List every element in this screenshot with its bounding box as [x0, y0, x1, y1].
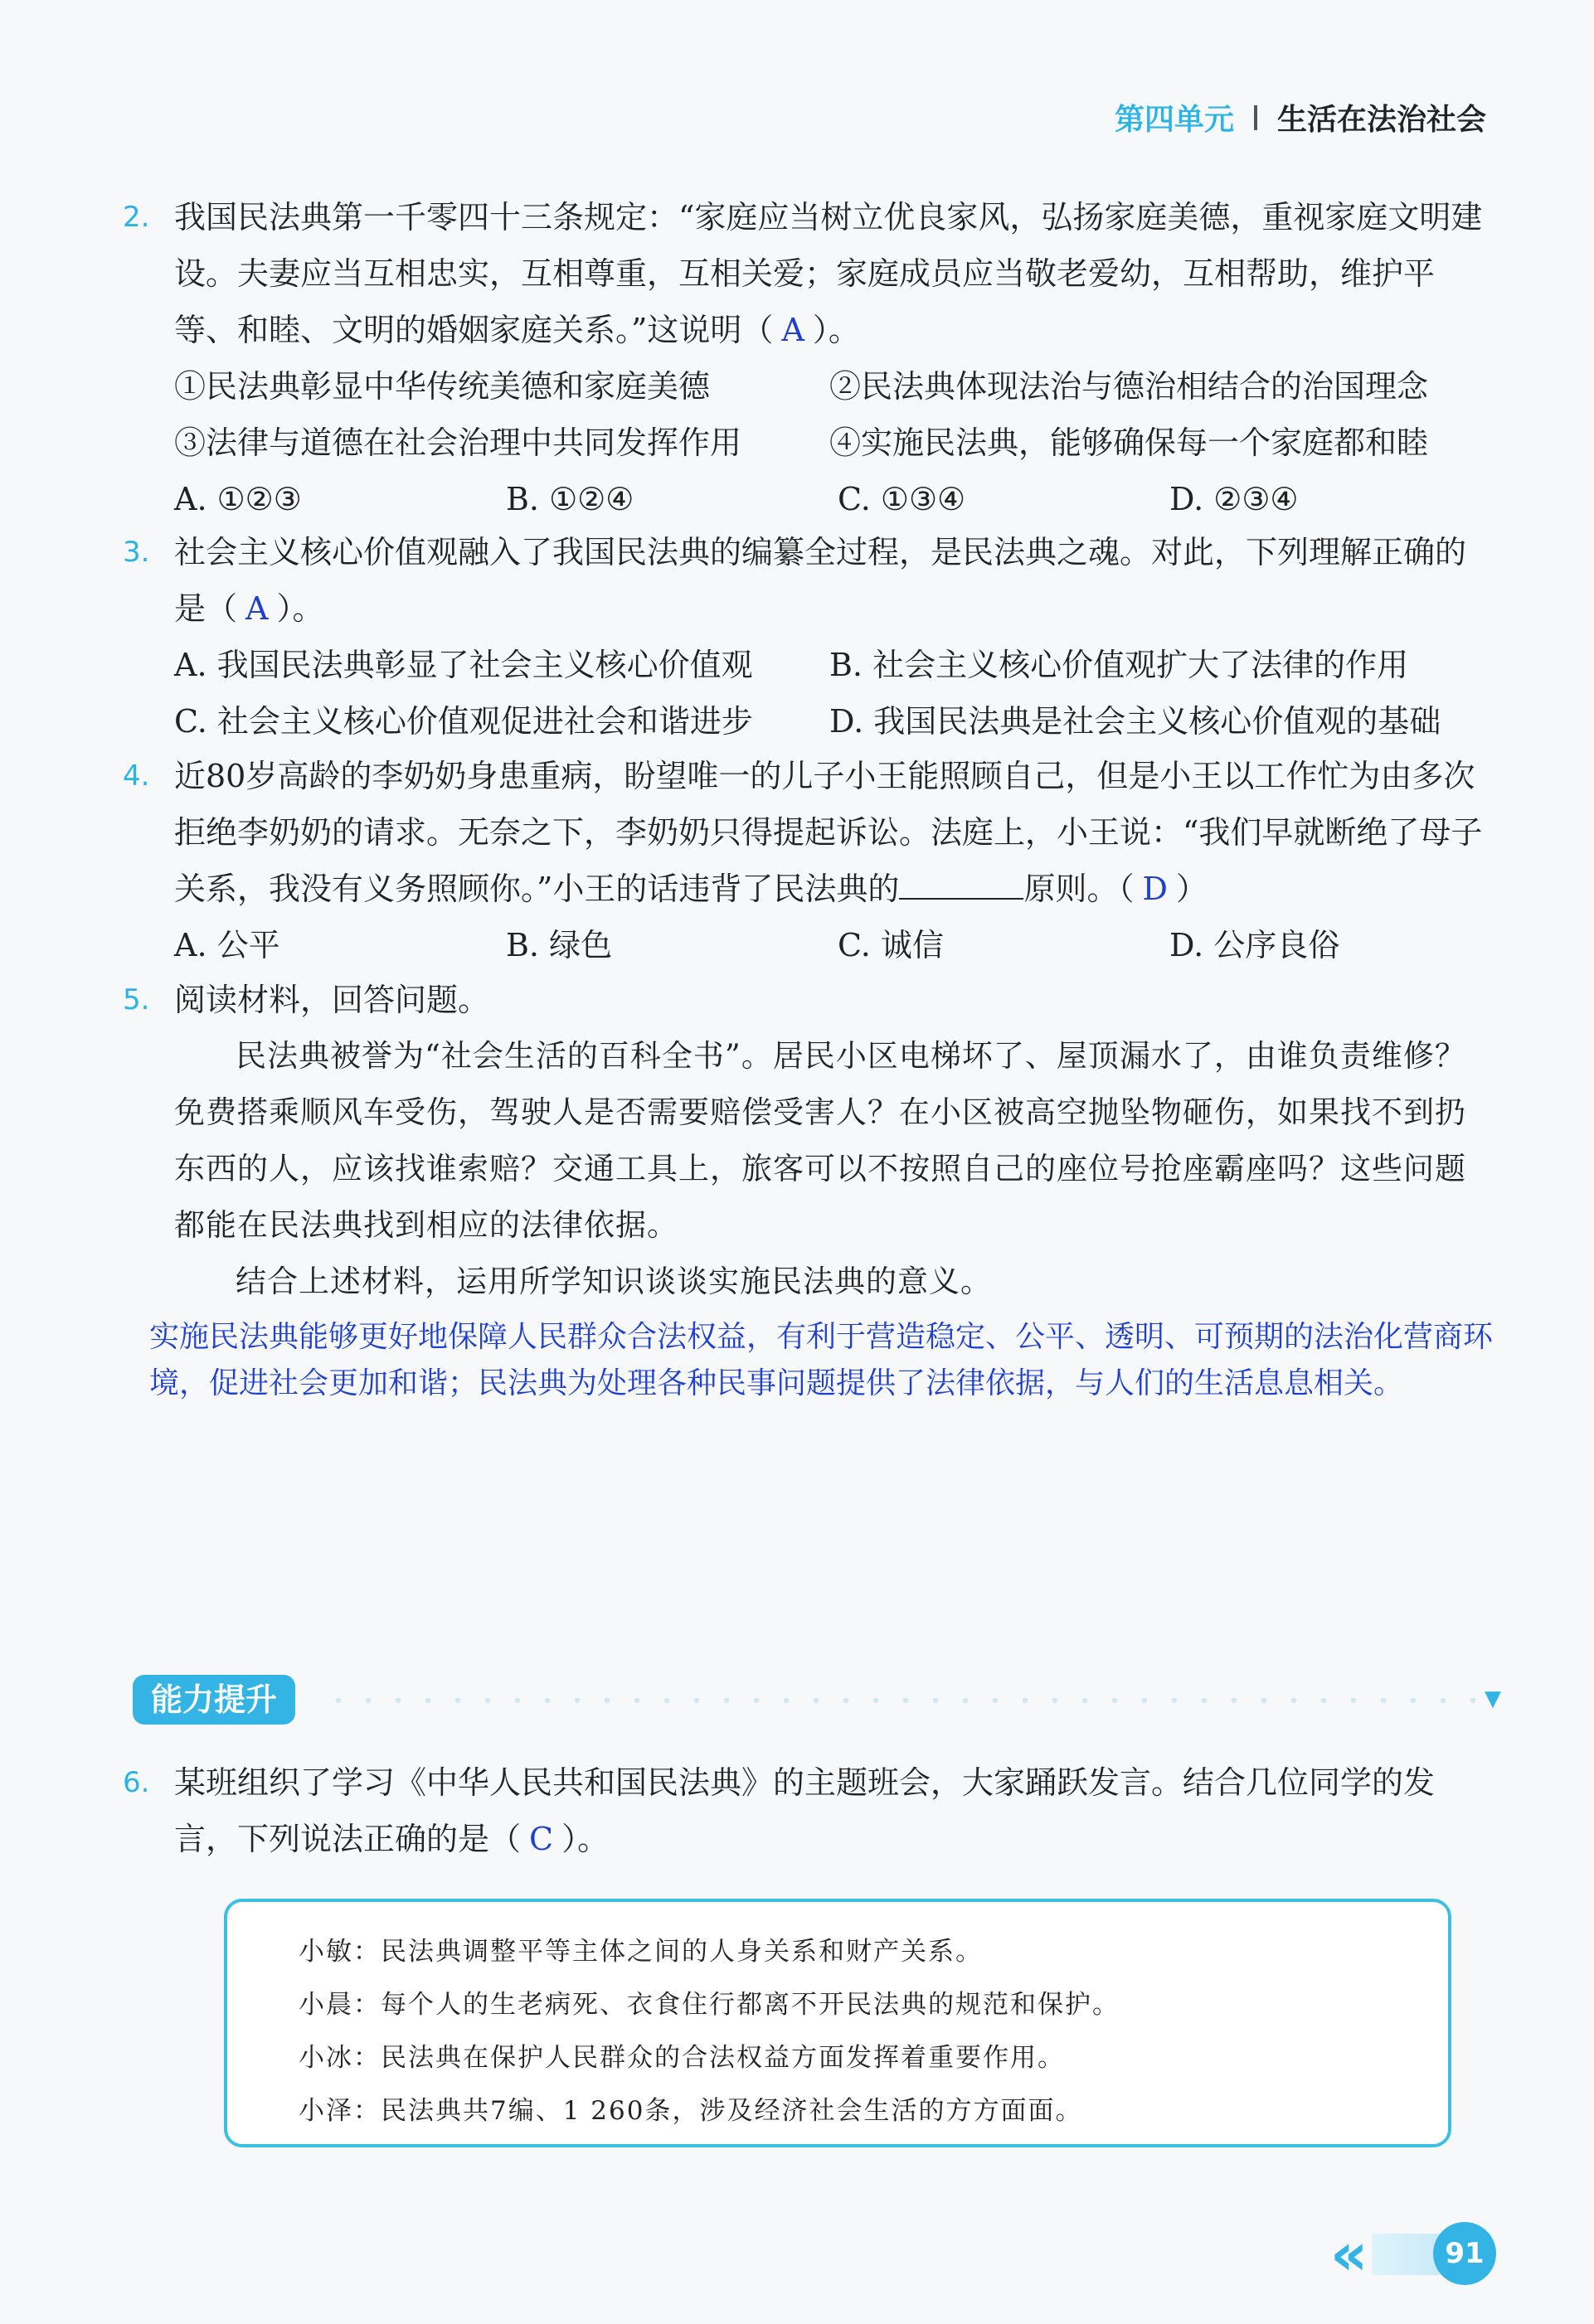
student-statements-box — [224, 1899, 1451, 2147]
option-d: D. ②③④ — [1169, 481, 1299, 517]
option-d: D. 公序良俗 — [1169, 927, 1340, 963]
page-number-badge — [1330, 2220, 1496, 2288]
unit-title: 第四单元 — [1114, 103, 1234, 137]
option-a: A. 我国民法典彰显了社会主义核心价值观 — [174, 647, 753, 683]
option-c: C. 诚信 — [838, 927, 944, 963]
written-answer: 实施民法典能够更好地保障人民群众合法权益，有利于营造稳定、公平、透明、可预期的法治化营商环境，促进社会更加和谐；民法典为处理各种民事问题提供了法律依据，与人们的生活息息相关。 — [149, 1320, 1494, 1400]
question-stem: 阅读材料，回答问题。 — [174, 982, 490, 1018]
question-stem: 社会主义核心价值观融入了我国民法典的编纂全过程，是民法典之魂。对此，下列理解正确的是（ A ）。 — [174, 534, 1467, 627]
option-a: A. 公平 — [174, 927, 280, 963]
statement-xiaochen: 小晨：每个人的生老病死、衣食住行都离不开民法典的规范和保护。 — [299, 1990, 1120, 2020]
question-number: 3. — [123, 536, 150, 569]
material-paragraph: 民法典被誉为“社会生活的百科全书”。居民小区电梯坏了、屋顶漏水了，由谁负责维修？免费搭乘顺风车受伤，驾驶人是否需要赔偿受害人？在小区被高空抛坠物砸伤，如果找不到扔东西的人，应该找谁索赔？交通工具上，旅客可以不按照自己的座位号抢座霸座吗？这些问题都能在民法典找到相应的法律依据。 — [174, 1038, 1466, 1243]
question-2 — [123, 189, 1491, 527]
question-number: 5. — [123, 983, 150, 1016]
statement-xiaoze: 小泽：民法典共7编、1 260条，涉及经济社会生活的方方面面。 — [299, 2096, 1083, 2126]
question-stem: 某班组织了学习《中华人民共和国民法典》的主题班会，大家踊跃发言。结合几位同学的发言，下列说法正确的是（ C ）。 — [174, 1764, 1436, 1857]
question-5 — [123, 972, 1491, 1310]
question-number: 2. — [123, 201, 150, 234]
statement-3: ③法律与道德在社会治理中共同发挥作用 — [174, 425, 742, 461]
question-6 — [123, 1754, 1491, 1867]
section-banner — [133, 1675, 1501, 1728]
question-3 — [123, 524, 1491, 750]
section-title: 能力提升 — [133, 1675, 295, 1725]
option-a: A. ①②③ — [174, 481, 302, 517]
question-stem: 近80岁高龄的李奶奶身患重病，盼望唯一的儿子小王能照顾自己，但是小王以工作忙为由多次拒绝李奶奶的请求。无奈之下，李奶奶只得提起诉讼。法庭上，小王说：“我们早就断绝了母子关系，我没有义务照顾你。”小王的话违背了民法典的 原则。（ D ） — [174, 758, 1483, 907]
statement-1: ①民法典彰显中华传统美德和家庭美德 — [174, 368, 711, 405]
material-prompt: 结合上述材料，运用所学知识谈谈实施民法典的意义。 — [236, 1264, 992, 1299]
triangle-down-icon: ▼ — [1485, 1686, 1501, 1711]
page-header — [1115, 96, 1486, 138]
option-list — [174, 637, 1491, 750]
statement-xiaomin: 小敏：民法典调整平等主体之间的人身关系和财产关系。 — [299, 1937, 983, 1967]
option-c: C. ①③④ — [838, 481, 966, 517]
question-number: 4. — [123, 759, 150, 793]
statement-list — [174, 358, 1491, 471]
option-d: D. 我国民法典是社会主义核心价值观的基础 — [829, 703, 1441, 740]
answer-choice: A — [781, 312, 804, 348]
option-b: B. 社会主义核心价值观扩大了法律的作用 — [829, 647, 1409, 683]
chevron-left-icon: « — [1330, 2220, 1368, 2288]
option-b: B. ①②④ — [506, 481, 634, 517]
answer-choice: C — [529, 1821, 554, 1857]
page-number: 91 — [1433, 2222, 1496, 2285]
statement-4: ④实施民法典，能够确保每一个家庭都和睦 — [829, 425, 1429, 461]
statement-2: ②民法典体现法治与德治相结合的治国理念 — [829, 368, 1429, 405]
dotted-divider — [323, 1698, 1476, 1703]
option-b: B. 绿色 — [506, 927, 613, 963]
reading-material — [174, 1028, 1491, 1310]
answer-choice: A — [245, 590, 269, 627]
fill-blank — [899, 865, 1023, 900]
header-divider — [1254, 105, 1257, 130]
statement-xiaobing: 小冰：民法典在保护人民群众的合法权益方面发挥着重要作用。 — [299, 2043, 1065, 2073]
question-number: 6. — [123, 1766, 150, 1799]
option-list — [174, 471, 1491, 527]
option-c: C. 社会主义核心价值观促进社会和谐进步 — [174, 703, 753, 740]
option-list — [174, 917, 1491, 973]
question-4 — [123, 748, 1491, 973]
topic-title: 生活在法治社会 — [1276, 103, 1486, 137]
answer-choice: D — [1142, 871, 1168, 907]
question-stem: 我国民法典第一千零四十三条规定：“家庭应当树立优良家风，弘扬家庭美德，重视家庭文明建设。夫妻应当互相忠实，互相尊重，互相关爱；家庭成员应当敬老爱幼，互相帮助，维护平等、和睦、文明的婚姻家庭关系。”这说明（ A ）。 — [174, 199, 1483, 348]
